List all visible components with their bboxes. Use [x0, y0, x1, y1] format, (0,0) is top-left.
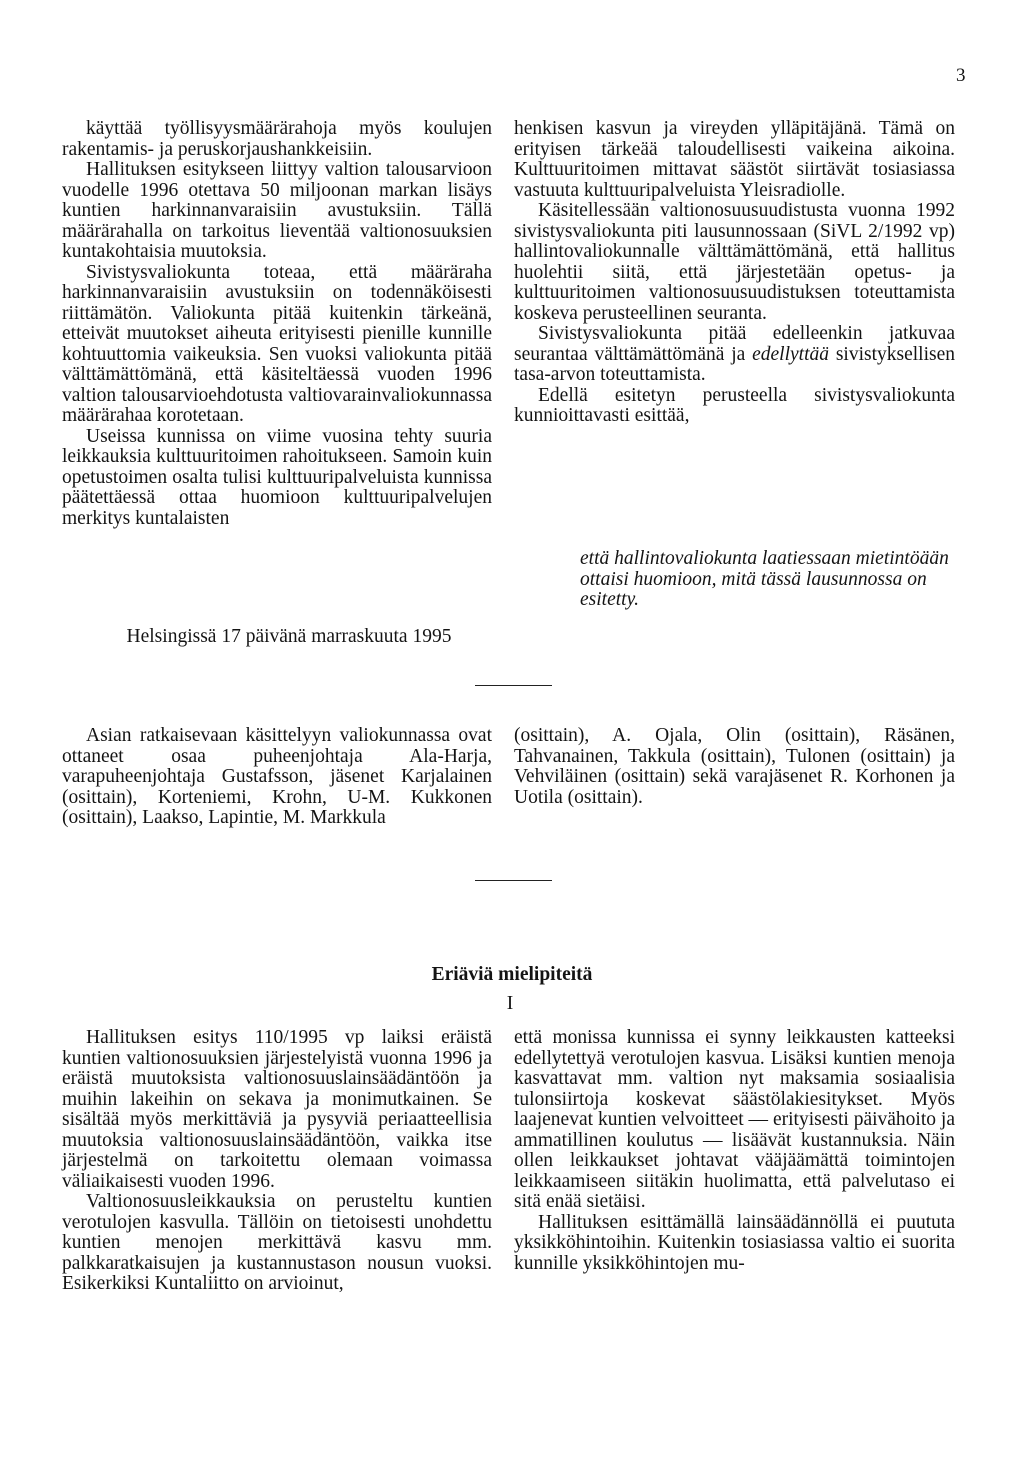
statement-paragraph: Useissa kunnissa on viime vuosina tehty suuria leikkauksia kulttuuritoimen rahoitukseen. Samoin kuin opetustoimen osalta tulisi kulttuuripalveluista kunnissa päätettäessä ottaa huomioon kulttuuripalvelujen merkitys kuntalaisten [62, 425, 492, 529]
dissent-paragraph: Hallituksen esitys 110/1995 vp laiksi eräistä kuntien valtionosuuksien järjestelyistä vuonna 1996 ja eräistä muutoksista valtionosuuslainsäädäntöön ja muihin lakeihin on sekava ja monimutkainen. Se sisältää myös merkittäviä ja pysyviä periaatteellisia muutoksia valtionosuuslainsäädäntöön, vaikka itse järjestelmä on tarkoitettu olemaan voimassa väliaikaisesti vuoden 1996. [62, 1027, 492, 1192]
statement-paragraph: Käsitellessään valtionosuusuudistusta vuonna 1992 sivistysvaliokunta piti lausunnossaan (SiVL 2/1992 vp) hallintovaliokunnalle välttämättömänä, että hallitus huolehtii siitä, että järjestetään opetus- ja kulttuuritoimen valtionosuusuudistuksen toteuttamista koskeva perusteellinen seuranta. [514, 200, 955, 324]
members-right-column [514, 726, 955, 808]
divider [475, 685, 552, 686]
statement-paragraph: Sivistysvaliokunta toteaa, että määräraha harkinnanvaraisiin avustuksiin on todennäköisesti riittämätön. Valiokunta pitää kuitenkin tärkeänä, etteivät muutokset aiheuta erityisesti pienille kunnille kohtuuttomia vaikeuksia. Sen vuoksi valiokunta pitää välttämättömänä, että käsiteltäessä vuoden 1996 valtion talousarvioehdotusta valtiovarainvaliokunnassa määrärahaa korotetaan. [62, 261, 492, 426]
dissent-left-column [62, 1028, 492, 1295]
statement-right-column [514, 119, 955, 427]
statement-paragraph: käyttää työllisyysmäärärahoja myös koulujen rakentamis- ja peruskorjaushankkeisiin. [62, 118, 492, 160]
statement-text: sivistyksellisen tasa-arvon toteuttamista. [514, 343, 956, 385]
dissent-paragraph: Valtionosuusleikkauksia on perusteltu kuntien verotulojen kasvulla. Tällöin on tietoisesti unohdettu kuntien menojen merkittävä kasvu mm. palkkaratkaisujen ja kustannustason nousun vuoksi. Esikerkiksi Kuntaliitto on arvioinut, [62, 1191, 492, 1294]
emphasis-text: edellyttää [752, 343, 830, 365]
dissent-paragraph: että monissa kunnissa ei synny leikkausten katteeksi edellytettyä verotulojen kasvua. Lisäksi kuntien menoja kasvattavat mm. valtion nyt maksamia sosiaalisia tulonsiirtoja koskevat säästölakiesitykset. Myös laajenevat kuntien velvoitteet — erityisesti päivähoito ja ammatillinen koulutus — lisäävät kustannuksia. Näin ollen leikkaukset johtavat vääjäämättä toimintojen leikkaamiseen siitäkin huolimatta, että palvelutaso ei sitä enää sietäisi. [514, 1027, 955, 1212]
members-paragraph: (osittain), A. Ojala, Olin (osittain), Räsänen, Tahvanainen, Takkula (osittain), Tulonen (osittain) ja Vehviläinen (osittain) sekä varajäsenet R. Korhonen ja Uotila (osittain). [514, 725, 955, 808]
signature-line: Helsingissä 17 päivänä marraskuuta 1995 [126, 626, 452, 647]
statement-paragraph: Hallituksen esitykseen liittyy valtion talousarvioon vuodelle 1996 otettava 50 miljoonan markan lisäys kuntien harkinnanvaraisiin avustuksiin. Tällä määrärahalla on tarkoitus lieventää valtionosuuksien kuntakohtaisia muutoksia. [62, 159, 492, 262]
members-paragraph: Asian ratkaisevaan käsittelyyn valiokunnassa ovat ottaneet osaa puheenjohtaja Ala-Harja, varapuheenjohtaja Gustafsson, jäsenet Karjalainen (osittain), Korteniemi, Krohn, U-M. Kukkonen (osittain), Laakso, Lapintie, M. Markkula [62, 725, 492, 828]
page-number: 3 [956, 65, 966, 86]
dissent-paragraph: Hallituksen esittämällä lainsäädännöllä ei puututa yksikköhintoihin. Kuitenkin tosiasiassa valtio ei suorita kunnille yksikköhintojen mu- [514, 1211, 955, 1274]
statement-left-column [62, 119, 492, 529]
statement-text: Sivistysvaliokunta pitää edelleenkin jatkuvaa seurantaa välttämättömänä ja [514, 323, 955, 365]
members-left-column [62, 726, 492, 829]
statement-paragraph: Edellä esitetyn perusteella sivistysvaliokunta kunnioittavasti esittää, [514, 384, 955, 426]
statement-paragraph: henkisen kasvun ja vireyden ylläpitäjänä. Tämä on erityisen tärkeää taloudellisesti vaikeina aikoina. Kulttuuritoimen mittavat säästöt siirtävät tosiasiassa vastuuta kulttuuripalveluista Yleisradiolle. [514, 118, 955, 201]
dissent-right-column [514, 1028, 955, 1274]
dissent-heading: Eriäviä mielipiteitä [431, 964, 593, 985]
italic-statement: että hallintovaliokunta laatiessaan mietintöään ottaisi huomioon, mitä tässä lausunnossa on esitetty. [580, 548, 949, 610]
dissent-numeral: I [506, 993, 514, 1014]
divider [475, 880, 552, 881]
statement-paragraph [514, 324, 955, 386]
